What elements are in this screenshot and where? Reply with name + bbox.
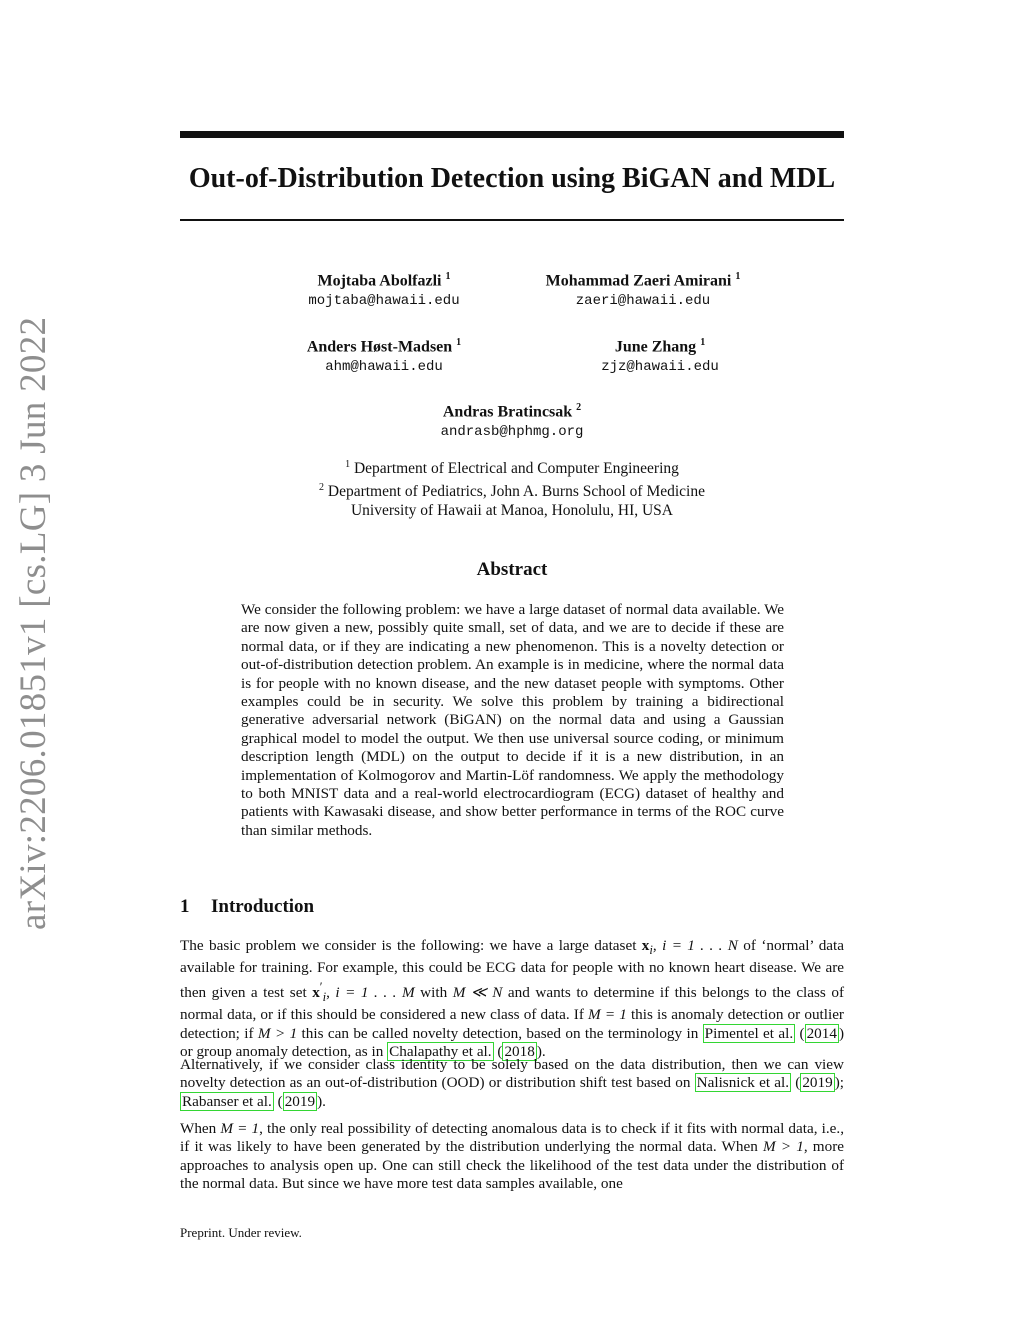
citation-link[interactable]: Pimentel et al. <box>704 1024 794 1042</box>
footer-note: Preprint. Under review. <box>180 1225 302 1240</box>
author-name: Anders Høst-Madsen $^1$ <box>306 337 462 356</box>
affiliations <box>180 455 844 520</box>
arxiv-stamp: arXiv:2206.01851v1 [cs.LG] 3 Jun 2022 <box>13 316 54 930</box>
intro-paragraph-2: Alternatively, if we consider class identity to be solely based on the data distribution, then we can view novelty detection as an out-of-distribution (OOD) or distribution shift test based on Nalisnick et al. ( 2019 ); Rabanser et al. ( 2019 ). <box>180 1056 844 1110</box>
citation-year-link[interactable]: 2018 <box>504 1043 535 1061</box>
author-name: Andras Bratincsak $^2$ <box>442 402 582 421</box>
section-title: Introduction <box>211 896 315 917</box>
abstract-body: We consider the following problem: we have a large dataset of normal data available. We are now given a new, possibly quite small, set of data, and we are to decide if these are normal data, or if they are indicating a new phenomenon. This is a novelty detection or out-of-distribution detection problem. An example is in medicine, where the normal data is for people with no known disease, and the new dataset people with symptoms. Other examples could be in security. We solve this problem by training a bidirectional generative adversarial network (BiGAN) on the normal data and using a Gaussian graphical model to model the output. We then use universal source coding, or minimum description length (MDL) on the output to decide if it is a new distribution, in an implementation of Kolmogorov and Martin-Löf randomness. We apply the methodology to both MNIST data and a real-world electrocardiogram (ECG) dataset of healthy and patients with Kawasaki disease, and show better performance in terms of the ROC curve than similar methods. <box>241 601 784 839</box>
author-email[interactable]: zjz@hawaii.edu <box>601 359 719 376</box>
author-email[interactable]: ahm@hawaii.edu <box>325 359 443 376</box>
title-rule-bottom <box>180 219 844 221</box>
author-email[interactable]: zaeri@hawaii.edu <box>575 293 711 310</box>
title-rule-top <box>180 131 844 138</box>
affiliation-line: $^2$ Department of Pediatrics, John A. Burns School of Medicine <box>319 482 705 501</box>
intro-paragraph-1: The basic problem we consider is the following: we have a large dataset $x_i$, i = 1 . . . N of ‘normal’ data available for training. For example, this could be ECG data for people with no known heart disease. We are then given a test set $x'_i$, i = 1 . . . M with M ≪ N and wants to determine if this belongs to the class of normal data, or if this should be considered a new class of data. If M = 1 this is anomaly detection or outlier detection; if M > 1 this can be called novelty detection, based on the terminology in Pimentel et al. ( 2014 ) or group anomaly detection, as in Chalapathy et al. ( 2018 ). <box>180 937 845 1061</box>
citation-year-link[interactable]: 2019 <box>802 1074 833 1092</box>
abstract-heading: Abstract <box>476 559 548 580</box>
section-heading <box>180 896 314 918</box>
author-block <box>510 333 810 377</box>
author-block <box>362 398 662 442</box>
author-block <box>493 267 793 311</box>
paper-title: Out-of-Distribution Detection using BiGAN and MDL <box>188 163 836 194</box>
citation-link[interactable]: Nalisnick et al. <box>696 1074 790 1092</box>
author-name: Mojtaba Abolfazli $^1$ <box>317 271 451 290</box>
citation-link[interactable]: Rabanser et al. <box>182 1092 272 1110</box>
intro-paragraph-3: When M = 1, the only real possibility of detecting anomalous data is to check if it fits with normal data, i.e., if it was likely to have been generated by the distribution underlying the normal data. When M > 1, more approaches to analysis open up. One can still check the likelihood of the test data under the distribution of the normal data. But since we have more test data samples available, one <box>180 1120 844 1193</box>
author-email[interactable]: mojtaba@hawaii.edu <box>308 293 460 310</box>
author-block <box>234 267 534 311</box>
author-email[interactable]: andrasb@hphmg.org <box>440 424 584 441</box>
citation-link[interactable]: Chalapathy et al. <box>389 1043 492 1061</box>
citation-year-link[interactable]: 2019 <box>284 1092 316 1110</box>
author-name: June Zhang $^1$ <box>614 337 706 356</box>
citation-year-link[interactable]: 2014 <box>806 1024 837 1042</box>
affiliation-line: $^1$ Department of Electrical and Computer Engineering <box>345 459 679 478</box>
author-name: Mohammad Zaeri Amirani $^1$ <box>545 271 741 290</box>
section-number: 1 <box>180 896 190 917</box>
affiliation-line: University of Hawaii at Manoa, Honolulu, HI, USA <box>350 502 673 520</box>
author-block <box>234 333 534 377</box>
